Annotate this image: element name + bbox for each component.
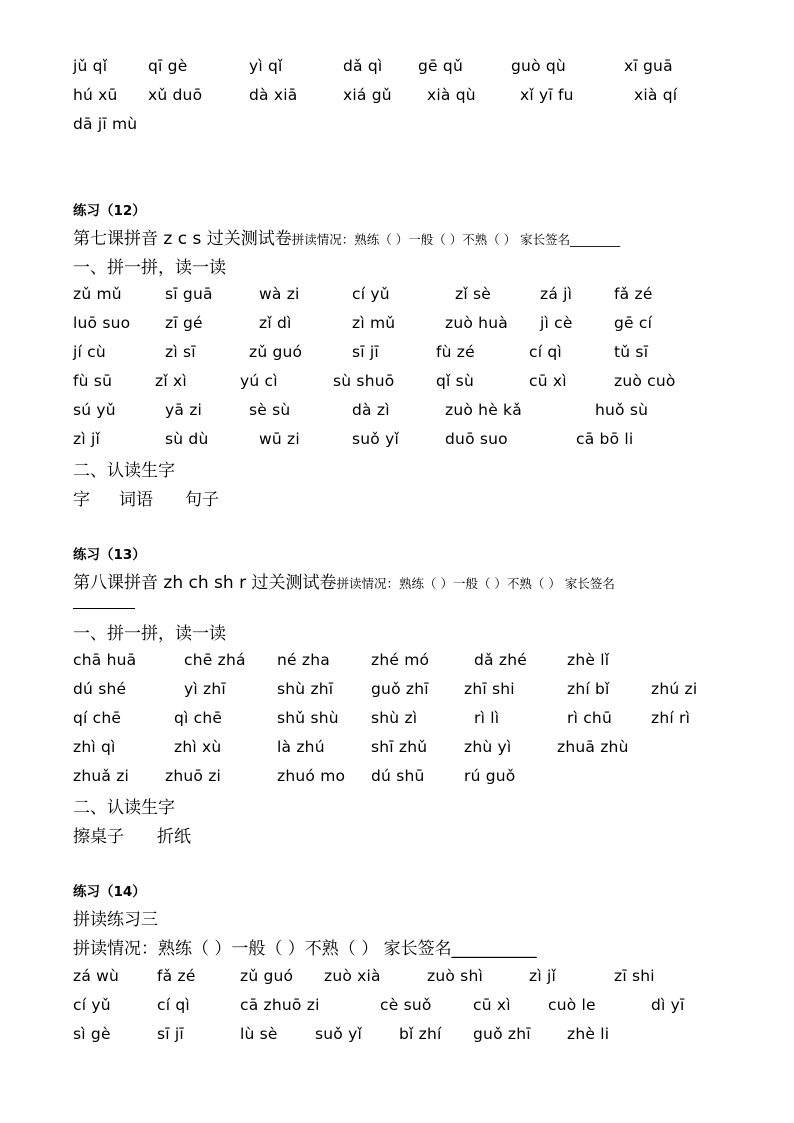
pinyin-word: jǔ qǐ [73, 57, 108, 75]
pinyin-word: xǔ duō [148, 86, 203, 104]
pinyin-word: gē qǔ [418, 57, 463, 75]
pinyin-word: zhé mó [371, 651, 430, 669]
pinyin-word: hú xū [73, 86, 118, 104]
pinyin-word: zhí rì [651, 709, 691, 727]
pinyin-word: cū xì [529, 372, 567, 390]
pinyin-row [0, 735, 794, 759]
pinyin-word: shǔ shù [277, 709, 339, 727]
pinyin-word: zhuó mo [277, 767, 346, 785]
pinyin-word: xī guā [624, 57, 673, 75]
pinyin-word: chē zhá [184, 651, 246, 669]
exercise-title [73, 224, 620, 249]
pinyin-word: dì yī [651, 996, 685, 1014]
pinyin-word: zì jǐ [529, 967, 556, 985]
pinyin-word: zuò shì [427, 967, 483, 985]
pinyin-word: sī jī [352, 343, 379, 361]
pinyin-row [0, 83, 794, 107]
pinyin-word: jì cè [540, 314, 573, 332]
pinyin-word: xià qù [427, 86, 476, 104]
pinyin-word: zǐ xì [155, 372, 187, 390]
pinyin-word: cuò le [548, 996, 596, 1014]
title-status: 拼读情况：熟练（ ）一般（ ）不熟（ ） 家长签名 [336, 576, 615, 591]
pinyin-word: tǔ sī [614, 343, 649, 361]
pinyin-word: zǔ guó [240, 967, 294, 985]
pinyin-row [0, 369, 794, 393]
pinyin-word: sī guā [165, 285, 213, 303]
pinyin-word: zhuǎ zi [73, 767, 130, 785]
pinyin-word: zī gé [165, 314, 203, 332]
pinyin-word: yā zi [165, 401, 203, 419]
pinyin-word: dú shū [371, 767, 425, 785]
pinyin-word: zǐ dì [259, 314, 292, 332]
pinyin-word: dǎ qì [343, 57, 383, 75]
pinyin-word: yú cì [240, 372, 278, 390]
pinyin-word: xiá gǔ [343, 86, 392, 104]
exercise-title: 拼读练习三 [73, 910, 158, 930]
pinyin-word: rú guǒ [464, 767, 516, 785]
pinyin-word: wà zi [259, 285, 300, 303]
pinyin-word: qī gè [148, 57, 188, 75]
pinyin-word: zǔ mǔ [73, 285, 122, 303]
pinyin-word: zhì xù [174, 738, 222, 756]
pinyin-word: yì zhī [184, 680, 226, 698]
pinyin-word: né zha [277, 651, 330, 669]
exercise-label: 练习（14） [73, 884, 146, 900]
title-main: 第七课拼音 z c s 过关测试卷 [73, 229, 292, 249]
pinyin-word: dú shé [73, 680, 127, 698]
pinyin-word: cí yǔ [73, 996, 111, 1014]
pinyin-word: zhè lǐ [567, 651, 610, 669]
pinyin-word: zhuō zi [165, 767, 222, 785]
pinyin-word: zuò xià [324, 967, 381, 985]
title-status: 拼读情况：熟练（ ）一般（ ）不熟（ ） 家长签名________ [291, 232, 621, 247]
pinyin-word: gē cí [614, 314, 653, 332]
pinyin-word: sī jī [157, 1025, 184, 1043]
pinyin-word: lù sè [240, 1025, 278, 1043]
pinyin-word: dà xiā [249, 86, 298, 104]
pinyin-word: qí chē [73, 709, 122, 727]
pinyin-word: xià qí [634, 86, 678, 104]
pinyin-word: dǎ zhé [474, 651, 527, 669]
char-word: 折纸 [157, 827, 191, 847]
status-line: 拼读情况：熟练（ ）一般（ ）不熟（ ） 家长签名__________ [73, 939, 537, 959]
section-heading: 一、拼一拼，读一读 [73, 624, 226, 644]
pinyin-row [0, 993, 794, 1017]
char-word: 字 [73, 490, 90, 510]
pinyin-word: fù sū [73, 372, 113, 390]
pinyin-word: zhí bǐ [567, 680, 610, 698]
pinyin-row [0, 1022, 794, 1046]
pinyin-word: luō suo [73, 314, 131, 332]
pinyin-row [0, 677, 794, 701]
pinyin-word: dà zì [352, 401, 390, 419]
pinyin-word: fǎ zé [157, 967, 196, 985]
pinyin-row [0, 398, 794, 422]
pinyin-word: jí cù [73, 343, 106, 361]
pinyin-row [0, 340, 794, 364]
section-heading: 二、认读生字 [73, 798, 175, 818]
pinyin-word: xǐ yī fu [520, 86, 574, 104]
pinyin-row [0, 764, 794, 788]
pinyin-word: sè sù [249, 401, 291, 419]
pinyin-row [0, 311, 794, 335]
pinyin-row [0, 112, 794, 136]
pinyin-word: dā jī mù [73, 115, 138, 133]
pinyin-word: zhú zi [651, 680, 698, 698]
pinyin-word: shī zhǔ [371, 738, 428, 756]
exercise-title [73, 568, 615, 593]
pinyin-word: zuò cuò [614, 372, 676, 390]
pinyin-word: cā zhuō zi [240, 996, 320, 1014]
pinyin-word: yì qǐ [249, 57, 283, 75]
pinyin-word: zī shi [614, 967, 655, 985]
pinyin-row [0, 648, 794, 672]
title-main: 第八课拼音 zh ch sh r 过关测试卷 [73, 573, 337, 593]
pinyin-word: zá wù [73, 967, 120, 985]
pinyin-word: fǎ zé [614, 285, 653, 303]
pinyin-word: suǒ yǐ [352, 430, 399, 448]
pinyin-word: huǒ sù [595, 401, 649, 419]
pinyin-word: sì gè [73, 1025, 111, 1043]
pinyin-word: zhè li [567, 1025, 610, 1043]
pinyin-word: cè suǒ [380, 996, 432, 1014]
pinyin-word: bǐ zhí [399, 1025, 442, 1043]
char-word: 擦桌子 [73, 827, 124, 847]
pinyin-row [0, 427, 794, 451]
pinyin-row [0, 282, 794, 306]
pinyin-word: shù zhī [277, 680, 334, 698]
pinyin-word: chā huā [73, 651, 137, 669]
char-row [0, 822, 794, 846]
pinyin-word: cí yǔ [352, 285, 390, 303]
pinyin-row [0, 54, 794, 78]
pinyin-word: zhì qì [73, 738, 116, 756]
pinyin-word: guǒ zhī [371, 680, 429, 698]
pinyin-word: suǒ yǐ [315, 1025, 362, 1043]
signature-line [73, 608, 135, 609]
pinyin-word: zì sī [165, 343, 196, 361]
pinyin-word: shù zì [371, 709, 418, 727]
pinyin-word: rì chū [567, 709, 612, 727]
pinyin-word: zǔ guó [249, 343, 303, 361]
pinyin-row [0, 964, 794, 988]
pinyin-word: zuò hè kǎ [445, 401, 522, 419]
pinyin-word: cā bō li [576, 430, 634, 448]
pinyin-word: zì mǔ [352, 314, 396, 332]
section-heading: 二、认读生字 [73, 461, 175, 481]
pinyin-word: cū xì [473, 996, 511, 1014]
pinyin-word: zhī shi [464, 680, 515, 698]
section-heading: 一、拼一拼，读一读 [73, 258, 226, 278]
exercise-label: 练习（12） [73, 203, 146, 219]
pinyin-word: guǒ zhī [473, 1025, 531, 1043]
pinyin-word: qì chē [174, 709, 223, 727]
pinyin-word: zuò huà [445, 314, 508, 332]
pinyin-word: zhuā zhù [557, 738, 629, 756]
pinyin-word: duō suo [445, 430, 508, 448]
pinyin-word: zì jǐ [73, 430, 100, 448]
pinyin-word: sù dù [165, 430, 209, 448]
char-word: 词语 [119, 490, 153, 510]
pinyin-word: cí qì [157, 996, 190, 1014]
char-word: 句子 [185, 490, 219, 510]
pinyin-word: wū zi [259, 430, 300, 448]
pinyin-word: cí qì [529, 343, 562, 361]
exercise-label: 练习（13） [73, 547, 146, 563]
char-row [0, 485, 794, 509]
pinyin-word: fù zé [436, 343, 475, 361]
pinyin-word: rì lì [474, 709, 500, 727]
pinyin-word: là zhú [277, 738, 325, 756]
pinyin-word: zá jì [540, 285, 573, 303]
pinyin-word: zhù yì [464, 738, 512, 756]
pinyin-word: sù shuō [333, 372, 395, 390]
pinyin-word: sú yǔ [73, 401, 116, 419]
pinyin-word: guò qù [511, 57, 566, 75]
pinyin-word: qǐ sù [436, 372, 474, 390]
pinyin-word: zǐ sè [455, 285, 491, 303]
pinyin-row [0, 706, 794, 730]
